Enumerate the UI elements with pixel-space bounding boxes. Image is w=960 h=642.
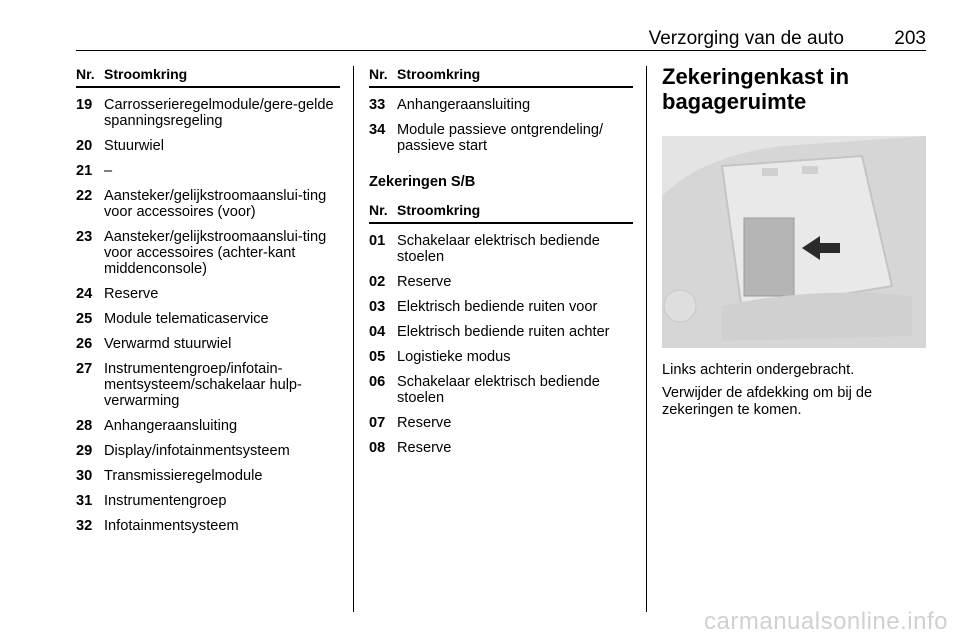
subheading-fuses-sb: Zekeringen S/B bbox=[369, 174, 476, 190]
fuse-number: 04 bbox=[369, 324, 386, 340]
fuse-number: 21 bbox=[76, 163, 93, 179]
fuse-number: 03 bbox=[369, 299, 386, 315]
table-row bbox=[76, 188, 340, 220]
circuit-name: Instrumentengroep bbox=[104, 493, 227, 509]
page-number: 203 bbox=[894, 28, 926, 49]
table-row bbox=[369, 349, 633, 365]
fuse-number: 20 bbox=[76, 138, 93, 154]
fuse-number: 05 bbox=[369, 349, 386, 365]
table-row bbox=[76, 138, 340, 154]
table-row bbox=[76, 468, 340, 484]
header-nr: Nr. bbox=[369, 66, 388, 82]
table-row bbox=[369, 97, 633, 113]
page-header bbox=[76, 26, 926, 51]
fuse-number: 30 bbox=[76, 468, 93, 484]
fuse-number: 19 bbox=[76, 97, 93, 113]
circuit-name: Reserve bbox=[397, 440, 452, 456]
fusebox-illustration bbox=[662, 136, 926, 348]
fuse-table-1 bbox=[76, 66, 340, 534]
fuse-number: 26 bbox=[76, 336, 93, 352]
circuit-name: Aansteker/gelijkstroomaanslui-ting voor accessoires (achter-kant middenconsole) bbox=[104, 229, 327, 277]
circuit-name: Reserve bbox=[104, 286, 159, 302]
header-circuit: Stroomkring bbox=[397, 202, 481, 218]
fuse-number: 08 bbox=[369, 440, 386, 456]
table-row bbox=[76, 518, 340, 534]
table-row bbox=[76, 443, 340, 459]
fuse-number: 06 bbox=[369, 374, 386, 390]
table-row bbox=[369, 415, 633, 431]
fuse-number: 29 bbox=[76, 443, 93, 459]
circuit-name: Reserve bbox=[397, 415, 452, 431]
table-row bbox=[369, 299, 633, 315]
circuit-name: Logistieke modus bbox=[397, 349, 511, 365]
header-nr: Nr. bbox=[76, 66, 95, 82]
table-row bbox=[369, 440, 633, 456]
fuse-number: 33 bbox=[369, 97, 386, 113]
table-row bbox=[76, 229, 340, 277]
table-row bbox=[76, 286, 340, 302]
table-header bbox=[369, 66, 633, 88]
column-divider bbox=[353, 66, 354, 612]
fuse-number: 23 bbox=[76, 229, 93, 245]
circuit-name: Elektrisch bediende ruiten achter bbox=[397, 324, 610, 340]
fuse-number: 28 bbox=[76, 418, 93, 434]
table-row bbox=[369, 374, 633, 406]
watermark: carmanualsonline.info bbox=[704, 608, 948, 635]
circuit-name: Aansteker/gelijkstroomaanslui-ting voor accessoires (voor) bbox=[104, 188, 327, 220]
fuse-number: 31 bbox=[76, 493, 93, 509]
fuse-number: 02 bbox=[369, 274, 386, 290]
fuse-number: 22 bbox=[76, 188, 93, 204]
table-row bbox=[369, 324, 633, 340]
fusebox-photo bbox=[662, 136, 926, 348]
table-row bbox=[76, 97, 340, 129]
fuse-number: 27 bbox=[76, 361, 93, 377]
table-row bbox=[76, 493, 340, 509]
header-nr: Nr. bbox=[369, 202, 388, 218]
table-header bbox=[369, 202, 633, 224]
circuit-name: Infotainmentsysteem bbox=[104, 518, 239, 534]
table-row bbox=[76, 336, 340, 352]
fuse-number: 32 bbox=[76, 518, 93, 534]
circuit-name: Anhangeraansluiting bbox=[104, 418, 238, 434]
table-row bbox=[76, 418, 340, 434]
circuit-name: Module passieve ontgrendeling/ passieve start bbox=[397, 122, 604, 154]
circuit-name: Carrosserieregelmodule/gere-gelde spanningsregeling bbox=[104, 97, 334, 129]
circuit-name: Transmissieregelmodule bbox=[104, 468, 263, 484]
instruction-text: Verwijder de afdekking om bij de zekeringen te komen. bbox=[662, 385, 873, 418]
fuse-number: 24 bbox=[76, 286, 93, 302]
section-fusebox-luggage bbox=[662, 66, 926, 419]
fuse-table-2 bbox=[369, 66, 633, 456]
table-row bbox=[369, 122, 633, 154]
fuse-number: 34 bbox=[369, 122, 386, 138]
circuit-name: Schakelaar elektrisch bediende stoelen bbox=[397, 233, 600, 265]
circuit-name: Module telematicaservice bbox=[104, 311, 269, 327]
circuit-name: Reserve bbox=[397, 274, 452, 290]
fuse-number: 25 bbox=[76, 311, 93, 327]
section-heading: Zekeringenkast in bagageruimte bbox=[662, 64, 850, 114]
column-divider bbox=[646, 66, 647, 612]
circuit-name: Stuurwiel bbox=[104, 138, 165, 154]
circuit-name: Display/infotainmentsysteem bbox=[104, 443, 290, 459]
location-text: Links achterin ondergebracht. bbox=[662, 362, 855, 378]
table-row bbox=[369, 233, 633, 265]
circuit-name: Instrumentengroep/infotain-mentsysteem/schakelaar hulp-verwarming bbox=[104, 361, 302, 409]
running-title: Verzorging van de auto bbox=[648, 28, 844, 49]
table-header bbox=[76, 66, 340, 88]
fuse-cover-panel bbox=[744, 218, 794, 296]
header-circuit: Stroomkring bbox=[397, 66, 481, 82]
table-row bbox=[76, 163, 340, 179]
circuit-name: Schakelaar elektrisch bediende stoelen bbox=[397, 374, 600, 406]
circuit-name: Elektrisch bediende ruiten voor bbox=[397, 299, 598, 315]
circuit-name: – bbox=[104, 163, 113, 179]
fuse-number: 01 bbox=[369, 233, 386, 249]
circuit-name: Anhangeraansluiting bbox=[397, 97, 531, 113]
fuse-number: 07 bbox=[369, 415, 386, 431]
header-circuit: Stroomkring bbox=[104, 66, 188, 82]
table-row bbox=[76, 311, 340, 327]
circuit-name: Verwarmd stuurwiel bbox=[104, 336, 232, 352]
table-row bbox=[76, 361, 340, 409]
table-row bbox=[369, 274, 633, 290]
